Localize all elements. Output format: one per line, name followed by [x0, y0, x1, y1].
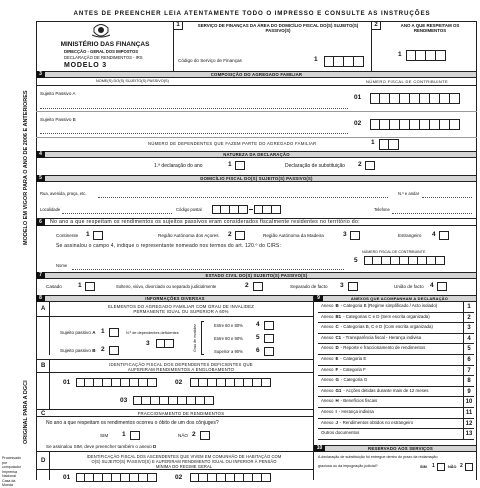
civil-status-box-number: 2 [245, 282, 249, 289]
degree-80-90-checkbox[interactable] [264, 334, 274, 343]
degree-option-label: Entre 80 e 90% [214, 336, 243, 341]
side-footer [2, 456, 26, 488]
annex-label [321, 304, 437, 308]
quadro-1-number: 1 [174, 21, 183, 30]
annex-row[interactable] [318, 344, 474, 355]
reserved-no-checkbox[interactable] [465, 463, 473, 471]
postal-code-input[interactable] [212, 205, 248, 214]
annex-description: - Categoria E [340, 356, 367, 361]
death-note-letter: D [153, 444, 157, 449]
quadro-2-title: ANO A QUE RESPEITAM OS RENDIMENTOS [400, 23, 460, 34]
annex-box-number[interactable]: 13 [463, 429, 474, 439]
ascendant-nif-box-number: 01 [63, 474, 71, 481]
side-footer-line: Imprensa Nacional [2, 469, 17, 478]
invalid-passive-a-box-number: 1 [101, 328, 105, 335]
quadro-6-number: 6 [36, 219, 45, 226]
dependent-nif-box-number: 03 [120, 397, 128, 404]
passive-b-label: Sujeito Passivo B [40, 117, 76, 122]
invalid-passive-b-checkbox[interactable] [109, 346, 119, 355]
degree-option-box-number: 4 [256, 321, 260, 328]
annex-row[interactable] [318, 323, 474, 334]
annex-row[interactable] [318, 302, 474, 313]
quadro-2 [372, 21, 477, 71]
civil-status-box-number: 3 [340, 282, 344, 289]
annex-letter: F [335, 366, 339, 372]
service-code-input[interactable] [324, 56, 364, 67]
substitution-box-number: 2 [358, 161, 362, 168]
annex-row[interactable] [318, 429, 474, 440]
quadro-10-number: 10 [314, 445, 325, 452]
quadro-9-title: ANEXOS QUE ACOMPANHAM A DECLARAÇÃO [350, 296, 449, 301]
death-note-text: Se assinalou SIM, deve preencher também o anexo [46, 444, 152, 449]
representative-note: Se assinalou o campo 4, indique o representante nomeado nos termos do art. 120.º do CIRS: [56, 243, 282, 249]
street-label: Rua, avenida, praça, etc. [40, 191, 87, 196]
representative-name-label: Nome [56, 263, 68, 268]
annex-label-prefix: Outros documentos [321, 430, 360, 436]
postal-suffix-input[interactable] [254, 205, 281, 214]
death-yes-box-number: 1 [122, 431, 126, 438]
invalid-passive-a-letter: A [92, 330, 96, 335]
quadro-6-header [36, 218, 477, 226]
annex-label-prefix: Anexo [321, 387, 334, 393]
annex-label [321, 421, 413, 425]
annex-label-prefix: Anexo [321, 366, 334, 372]
annex-description: - Categoria F [340, 366, 366, 372]
annex-box-number[interactable]: 8 [463, 376, 474, 386]
annex-row[interactable] [318, 355, 474, 366]
ascendant-nif-input-02[interactable] [190, 473, 271, 482]
residence-acores-checkbox[interactable] [235, 231, 245, 240]
residence-option-box-number: 3 [343, 231, 347, 238]
annex-box-number[interactable]: 1 [463, 302, 474, 312]
annex-row[interactable] [318, 376, 474, 387]
annex-box-number[interactable]: 4 [463, 334, 474, 344]
annex-row[interactable] [318, 408, 474, 419]
passive-b-nif-input[interactable] [370, 119, 460, 130]
year-input[interactable] [406, 50, 446, 61]
passive-a-name-input[interactable] [40, 108, 348, 109]
dependent-nif-box-number: 01 [63, 379, 71, 386]
annex-label-prefix: Anexo [321, 398, 334, 404]
ministry-line1: DIRECÇÃO - GERAL DOS IMPOSTOS [64, 49, 139, 54]
annex-label [321, 410, 374, 414]
invalid-passive-b-letter: B [92, 348, 96, 353]
quadro-9-header [314, 295, 477, 302]
quadro-10-title: RESERVADO AOS SERVIÇOS [368, 446, 433, 451]
quadro-5-header [36, 175, 477, 182]
annex-label-prefix: Anexo [321, 334, 334, 340]
annex-description: - Categorias C e D (Sem escrita organizada) [343, 313, 430, 319]
quadro-6-title: No ano a que respeitam os rendimentos os sujeitos passivos eram considerados fiscalmente residentes no território do: [50, 219, 360, 225]
section-a-title: ELEMENTOS DO AGREGADO FAMILIAR COM GRAU DE INVALIDEZ PERMANENTE IGUAL OU SUPERIOR A 60% [107, 304, 255, 315]
civil-status-box-number: 1 [78, 282, 82, 289]
disabled-dependents-label: N.º de dependentes deficientes [126, 331, 179, 335]
death-no-label: NÃO [178, 433, 188, 438]
civil-status-label: União de facto [394, 284, 424, 289]
annex-label-prefix: Anexo [321, 377, 334, 383]
reserved-yes-checkbox[interactable] [437, 463, 445, 471]
quadro-7-title: ESTADO CIVIL DO(S) SUJEITO(S) PASSIVO(S) [205, 273, 308, 278]
degree-option-label: Superior a 90% [214, 349, 243, 354]
annex-label-prefix: Anexo [321, 303, 334, 308]
annex-row[interactable] [318, 313, 474, 324]
section-d-title: IDENTIFICAÇÃO FISCAL DOS ASCENDENTES QUE VIVEM EM COMUNHÃO DE HABITAÇÃO COM O(S) SUJEITO(S) PASSIVO(S) E AUFERIRAM RENDIMENTO IGUAL OU INFERIOR À PENSÃO MÍNIMA DO REGIME GERAL [86, 454, 282, 469]
death-question: No ano a que respeitam os rendimentos ocorreu o óbito de um dos cônjuges? [46, 420, 219, 426]
annex-box-number[interactable]: 3 [463, 323, 474, 333]
quadro-3-columns [36, 78, 477, 86]
annex-row[interactable] [318, 366, 474, 377]
invalid-passive-a-checkbox[interactable] [109, 328, 119, 337]
civil-solteiro-checkbox[interactable] [253, 282, 263, 291]
first-declaration-box-number: 1 [228, 161, 232, 168]
civil-status-label: Casado [46, 284, 62, 289]
annex-box-number[interactable]: 11 [463, 408, 474, 418]
passive-a-nif-input[interactable] [370, 93, 460, 104]
annex-label-prefix: Anexo [321, 409, 334, 414]
annex-box-number[interactable]: 2 [463, 313, 474, 323]
annex-letter: D [335, 345, 339, 351]
annex-box-number[interactable]: 12 [463, 419, 474, 429]
civil-uniao-checkbox[interactable] [437, 282, 447, 291]
passive-a-label: Sujeito Passivo A [40, 91, 76, 96]
degree-option-box-number: 6 [256, 347, 260, 354]
col-nif-header: NÚMERO FISCAL DE CONTRIBUINTE [366, 79, 449, 84]
quadro-3-title: COMPOSIÇÃO DO AGREGADO FAMILIAR [210, 72, 303, 77]
annex-label [321, 431, 359, 435]
annex-box-number[interactable]: 10 [463, 397, 474, 407]
service-code-label: Código do Serviço de Finanças [178, 58, 242, 63]
postal-label: Código postal [176, 207, 202, 212]
annex-label [321, 357, 366, 361]
annex-letter: E [335, 356, 339, 361]
quadro-8-title: INFORMAÇÕES DIVERSAS [145, 296, 205, 301]
quadro-8-header [36, 295, 314, 302]
invalid-passive-b-label [60, 349, 96, 354]
representative-nif-box-number: 5 [354, 257, 358, 264]
quadro-7-number: 7 [36, 272, 45, 279]
first-declaration-checkbox[interactable] [235, 161, 245, 170]
residence-option-box-number: 2 [228, 231, 232, 238]
quadro-1 [174, 21, 372, 71]
annex-row[interactable] [318, 334, 474, 345]
annex-label [321, 315, 430, 319]
representative-nif-input[interactable] [364, 256, 445, 265]
quadro-4-header [36, 151, 477, 158]
annex-description: - Rendimentos obtidos no estrangeiro [339, 419, 414, 425]
degree-over-90-checkbox[interactable] [264, 347, 274, 356]
ministry-block [36, 21, 174, 71]
annex-letter: C [335, 324, 339, 330]
annex-label [321, 389, 429, 393]
invalid-passive-a-label [60, 331, 96, 336]
death-no-box-number: 2 [192, 431, 196, 438]
phone-label: Telefone [374, 207, 390, 212]
civil-separado-checkbox[interactable] [348, 282, 358, 291]
annex-label [321, 399, 377, 403]
annex-label [321, 325, 433, 329]
side-footer-line: computador [2, 465, 21, 469]
quadro-3-header [36, 71, 477, 78]
annex-letter: B [335, 303, 339, 308]
annex-letter: J [335, 419, 338, 425]
invalid-passive-a-text: Sujeito passivo [60, 330, 91, 335]
degree-label: Grau de invalidez [193, 324, 197, 352]
annex-description: - Transparência fiscal - Herança indivisa [343, 334, 422, 340]
annex-label-prefix: Anexo [321, 324, 334, 330]
residence-option-label: Região Autónoma da Madeira [263, 233, 324, 238]
reserved-line2: graciosa ou da impugnação judicial? [318, 464, 378, 468]
annex-letter: G1 [335, 387, 342, 393]
residence-madeira-checkbox[interactable] [350, 231, 360, 240]
quadro-10-header [314, 445, 477, 452]
side-label-bottom: ORIGINAL PARA A DGCI [23, 380, 29, 444]
section-a-letter: A [41, 306, 46, 312]
reserved-line1: A declaração de substituição foi entregue dentro do prazo da reclamação [318, 455, 438, 459]
header-banner: ANTES DE PREENCHER LEIA ATENTAMENTE TODO O IMPRESSO E CONSULTE AS INSTRUÇÕES [73, 10, 431, 17]
death-no-checkbox[interactable] [200, 431, 210, 440]
ministry-title: MINISTÉRIO DAS FINANÇAS [60, 41, 150, 48]
disabled-dependents-input[interactable] [156, 339, 174, 348]
quadro-7-header [36, 272, 477, 279]
service-code-box-number: 1 [314, 56, 318, 63]
postal-dash [249, 209, 253, 210]
section-b-letter-col [36, 359, 50, 409]
passive-a-box-number: 01 [354, 94, 362, 101]
degree-60-80-checkbox[interactable] [264, 321, 274, 330]
civil-status-label: Solteiro, viúvo, divorciado ou separado judicialmente [116, 284, 217, 289]
side-footer-line: Casa da Moeda [2, 478, 16, 487]
residence-continente-checkbox[interactable] [93, 231, 103, 240]
annex-label-prefix: Anexo [321, 419, 334, 425]
quadro-4-title: NATUREZA DA DECLARAÇÃO [223, 152, 290, 157]
annex-letter: I [335, 409, 337, 414]
year-box-number: 1 [398, 51, 402, 58]
section-a-header [36, 302, 314, 317]
residence-estrangeiro-checkbox[interactable] [439, 231, 449, 240]
section-c-letter: C [41, 411, 46, 417]
annex-letter: G [335, 377, 339, 383]
section-d-header [36, 451, 314, 470]
divider [36, 137, 477, 138]
quadro-9-number: 9 [314, 295, 323, 302]
section-b-title: IDENTIFICAÇÃO FISCAL DOS DEPENDENTES DEFICIENTES QUE AUFERIRAM RENDIMENTOS A ENGLOBAMENTO [109, 362, 253, 372]
disabled-dependents-box-number: 3 [146, 340, 150, 347]
quadro-2-number: 2 [372, 21, 381, 30]
first-declaration-label: 1.ª declaração do ano [154, 163, 203, 169]
coat-of-arms-icon [90, 23, 112, 39]
annex-label [321, 378, 367, 382]
annex-row[interactable] [318, 419, 474, 430]
annex-letter: C1 [335, 334, 342, 340]
quadro-1-title: SERVIÇO DE FINANÇAS DA ÁREA DO DOMICÍLIO FISCAL DO(S) SUJEITO(S) PASSIVO(S) [197, 23, 359, 34]
annex-label [321, 346, 425, 350]
quadro-5-title: DOMICÍLIO FISCAL DO(S) SUJEITO(S) PASSIVO(S) [200, 176, 313, 181]
reserved-yes-box-number: 1 [432, 463, 435, 469]
invalid-passive-b-box-number: 2 [101, 346, 105, 353]
residence-option-box-number: 4 [432, 231, 436, 238]
annex-label [321, 368, 366, 372]
degree-bracket [201, 321, 204, 355]
dependents-label: NÚMERO DE DEPENDENTES QUE FAZEM PARTE DO AGREGADO FAMILIAR [148, 141, 317, 146]
street-input[interactable] [98, 197, 388, 198]
ascendant-nif-box-number: 02 [175, 474, 183, 481]
annex-row[interactable] [318, 397, 474, 408]
representative-nif-label: NÚMERO FISCAL DE CONTRIBUINTE [362, 250, 426, 254]
civil-status-label: Separado de facto [290, 284, 328, 289]
passive-b-box-number: 02 [354, 120, 362, 127]
reserved-no-label: NÃO [448, 465, 457, 469]
death-yes-checkbox[interactable] [130, 431, 140, 440]
ministry-model: MODELO 3 [64, 62, 107, 69]
annex-box-number[interactable]: 5 [463, 344, 474, 354]
annex-description: - Benefícios fiscais [340, 398, 378, 404]
floor-label: N.º e andar [398, 191, 420, 196]
col-name-header: NOME(S) DO(S) SUJEITO(S) PASSIVO(S) [96, 79, 169, 83]
section-c-header [36, 409, 314, 417]
residence-option-label: Continente [56, 233, 79, 238]
invalid-passive-b-text: Sujeito passivo [60, 348, 91, 353]
residence-option-label: Região Autónoma dos Açores [158, 233, 219, 238]
passive-b-name-input[interactable] [40, 133, 348, 134]
divider [36, 111, 477, 112]
section-d-letter: D [41, 458, 46, 464]
civil-status-box-number: 4 [430, 282, 434, 289]
locality-label: Localidade [40, 207, 61, 212]
dependents-box-number: 1 [371, 139, 375, 146]
annex-label [321, 336, 421, 340]
phone-input[interactable] [392, 213, 472, 214]
annex-letter: B1 [335, 313, 342, 319]
floor-input[interactable] [422, 197, 472, 198]
annex-label-prefix: Anexo [321, 356, 334, 361]
annex-box-number[interactable]: 6 [463, 355, 474, 365]
annex-label-prefix: Anexo [321, 345, 334, 351]
annex-description: - Reporte e fraccionamento de rendimentos [340, 345, 426, 351]
reserved-no-box-number: 2 [460, 463, 463, 469]
residence-option-label: Estrangeiro [398, 233, 422, 238]
section-b-header [36, 359, 314, 373]
quadro-3-number: 3 [36, 71, 45, 78]
dependents-input[interactable] [379, 139, 399, 150]
civil-casado-checkbox[interactable] [85, 282, 95, 291]
annex-box-number[interactable]: 7 [463, 366, 474, 376]
representative-name-input[interactable] [72, 269, 344, 270]
death-note [46, 445, 156, 450]
reserved-yes-label: SIM [420, 465, 427, 469]
annex-description: - Acções detidas durante mais de 12 meses [343, 387, 429, 393]
substitution-checkbox[interactable] [365, 161, 375, 170]
quadro-5-number: 5 [36, 175, 45, 182]
dependent-nif-input-02[interactable] [190, 378, 271, 387]
section-d-letter-col [36, 451, 50, 480]
annex-letter: H [335, 398, 339, 404]
dependent-nif-input-03[interactable] [133, 396, 214, 405]
degree-option-box-number: 5 [256, 334, 260, 341]
annex-description: - Categoria B (Regime simplificado / Acto isolado) [340, 303, 438, 308]
annex-description: - Herança indivisa [338, 409, 374, 414]
quadro-8-number: 8 [36, 295, 45, 302]
quadro-4-number: 4 [36, 151, 45, 158]
annex-box-number[interactable]: 9 [463, 387, 474, 397]
dependent-nif-box-number: 02 [175, 379, 183, 386]
annex-description: - Categoria G [340, 377, 368, 383]
ministry-line2: DECLARAÇÃO DE RENDIMENTOS - IRS [64, 55, 143, 60]
side-footer-line: Processado por [2, 456, 21, 465]
section-c-title: FRACCIONAMENTO DE RENDIMENTOS [137, 410, 225, 416]
dependent-nif-input-01[interactable] [76, 378, 157, 387]
side-label-top: MODELO EM VIGOR PARA O ANO DE 2006 E ANTERIORES [23, 90, 29, 245]
death-yes-label: SIM [100, 433, 109, 438]
degree-option-label: Entre 60 e 80% [214, 323, 243, 328]
annex-label-prefix: Anexo [321, 313, 334, 319]
annex-description: - Categorias B, C e D (Com escrita organizada) [340, 324, 433, 330]
locality-input[interactable] [62, 213, 172, 214]
residence-option-box-number: 1 [86, 231, 90, 238]
ascendant-nif-input-01[interactable] [76, 473, 157, 482]
annex-row[interactable] [318, 387, 474, 398]
substitution-label: Declaração de substituição [285, 163, 346, 169]
section-b-letter: B [41, 363, 46, 369]
section-a-letter-col [36, 302, 50, 355]
